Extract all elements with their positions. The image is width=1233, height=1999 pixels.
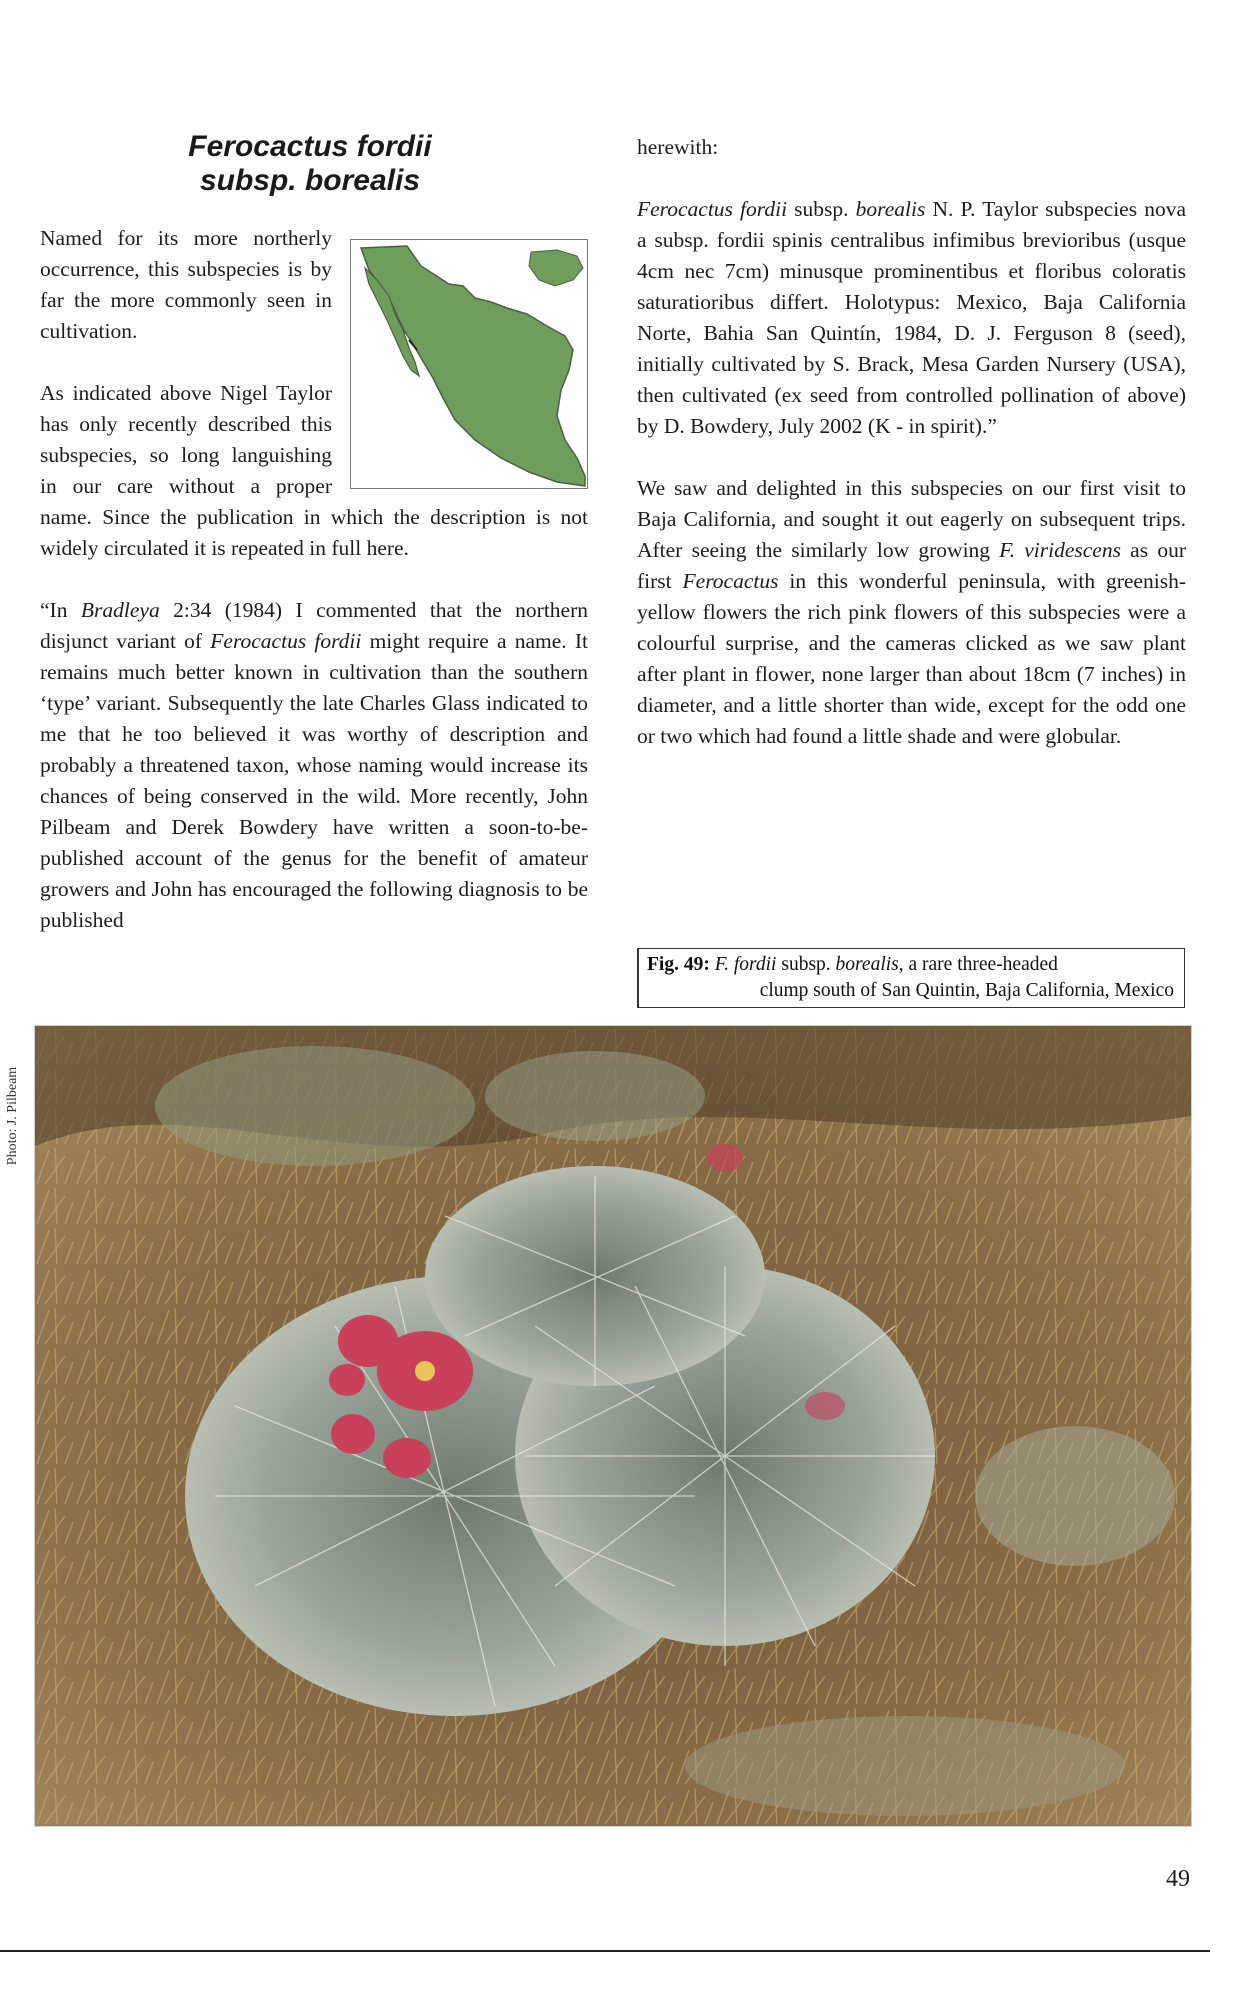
- range-map: [350, 239, 588, 489]
- footer-rule: [0, 1950, 1210, 1952]
- right-column: [637, 132, 1186, 752]
- figure-label: Fig. 49:: [647, 954, 710, 975]
- cactus-photo-image: [35, 1026, 1191, 1826]
- page-number: 49: [1166, 1866, 1190, 1892]
- article-title: [150, 130, 470, 198]
- title-line-2: subsp. borealis: [199, 164, 421, 197]
- title-line-1: Ferocactus fordii: [188, 130, 432, 163]
- mexico-map-icon: [351, 240, 587, 488]
- left-column: [40, 223, 588, 936]
- photo-credit: Photo: J. Pilbeam: [5, 1066, 20, 1166]
- right-paragraph-1: Ferocactus fordii subsp. borealis N. P. Taylor subspecies nova a subsp. fordii spinis centralibus infimibus brevioribus (usque 4cm nec 7cm) minusque prominentibus et floribus coloratis saturatioribus differt. Holotypus: Mexico, Baja California Norte, Bahia San Quintín, 1984, D. J. Ferguson 8 (seed), initially cultivated by S. Brack, Mesa Garden Nursery (USA), then cultivated (ex seed from controlled pollination of above) by D. Bowdery, July 2002 (K - in spirit).”: [637, 197, 1187, 438]
- left-paragraph-3: “In Bradleya 2:34 (1984) I commented that the northern disjunct variant of Ferocactus fordii might require a name. It remains much better known in cultivation than the southern ‘type’ variant. Subsequently the late Charles Glass indicated to me that he too believed it was worthy of description and probably a threatened taxon, whose naming would increase its chances of being conserved in the wild. More recently, John Pilbeam and Derek Bowdery have written a soon-to-be-published account of the genus for the benefit of amateur growers and John has encouraged the following diagnosis to be published: [40, 598, 589, 932]
- right-paragraph-0: herewith:: [637, 135, 719, 159]
- left-paragraph-1: Named for its more northerly occurrence, this subspecies is by far the more commonly seen in cultivation.: [40, 226, 332, 343]
- left-paragraph-2: As indicated above Nigel Taylor has only recently described this subspecies, so long languishing in our care without a proper name. Since the publication in which the description is not widely circulated it is repeated in full here.: [40, 381, 588, 560]
- figure-caption: Fig. 49: F. fordii subsp. borealis, a rare three-headed clump south of San Quintin, Baja California, Mexico: [637, 948, 1185, 1008]
- right-paragraph-2: We saw and delighted in this subspecies on our first visit to Baja California, and sought it out eagerly on subsequent trips. After seeing the similarly low growing F. viridescens as our first Ferocactus in this wonderful peninsula, with greenish-yellow flowers the rich pink flowers of this subspecies were a colourful surprise, and the cameras clicked as we saw plant after plant in flower, none larger than about 18cm (7 inches) in diameter, and a little shorter than wide, except for the odd one or two which had found a little shade and were globular.: [637, 476, 1186, 748]
- cactus-photo: [34, 1025, 1192, 1827]
- caption-line-2: clump south of San Quintin, Baja California, Mexico: [759, 980, 1174, 1001]
